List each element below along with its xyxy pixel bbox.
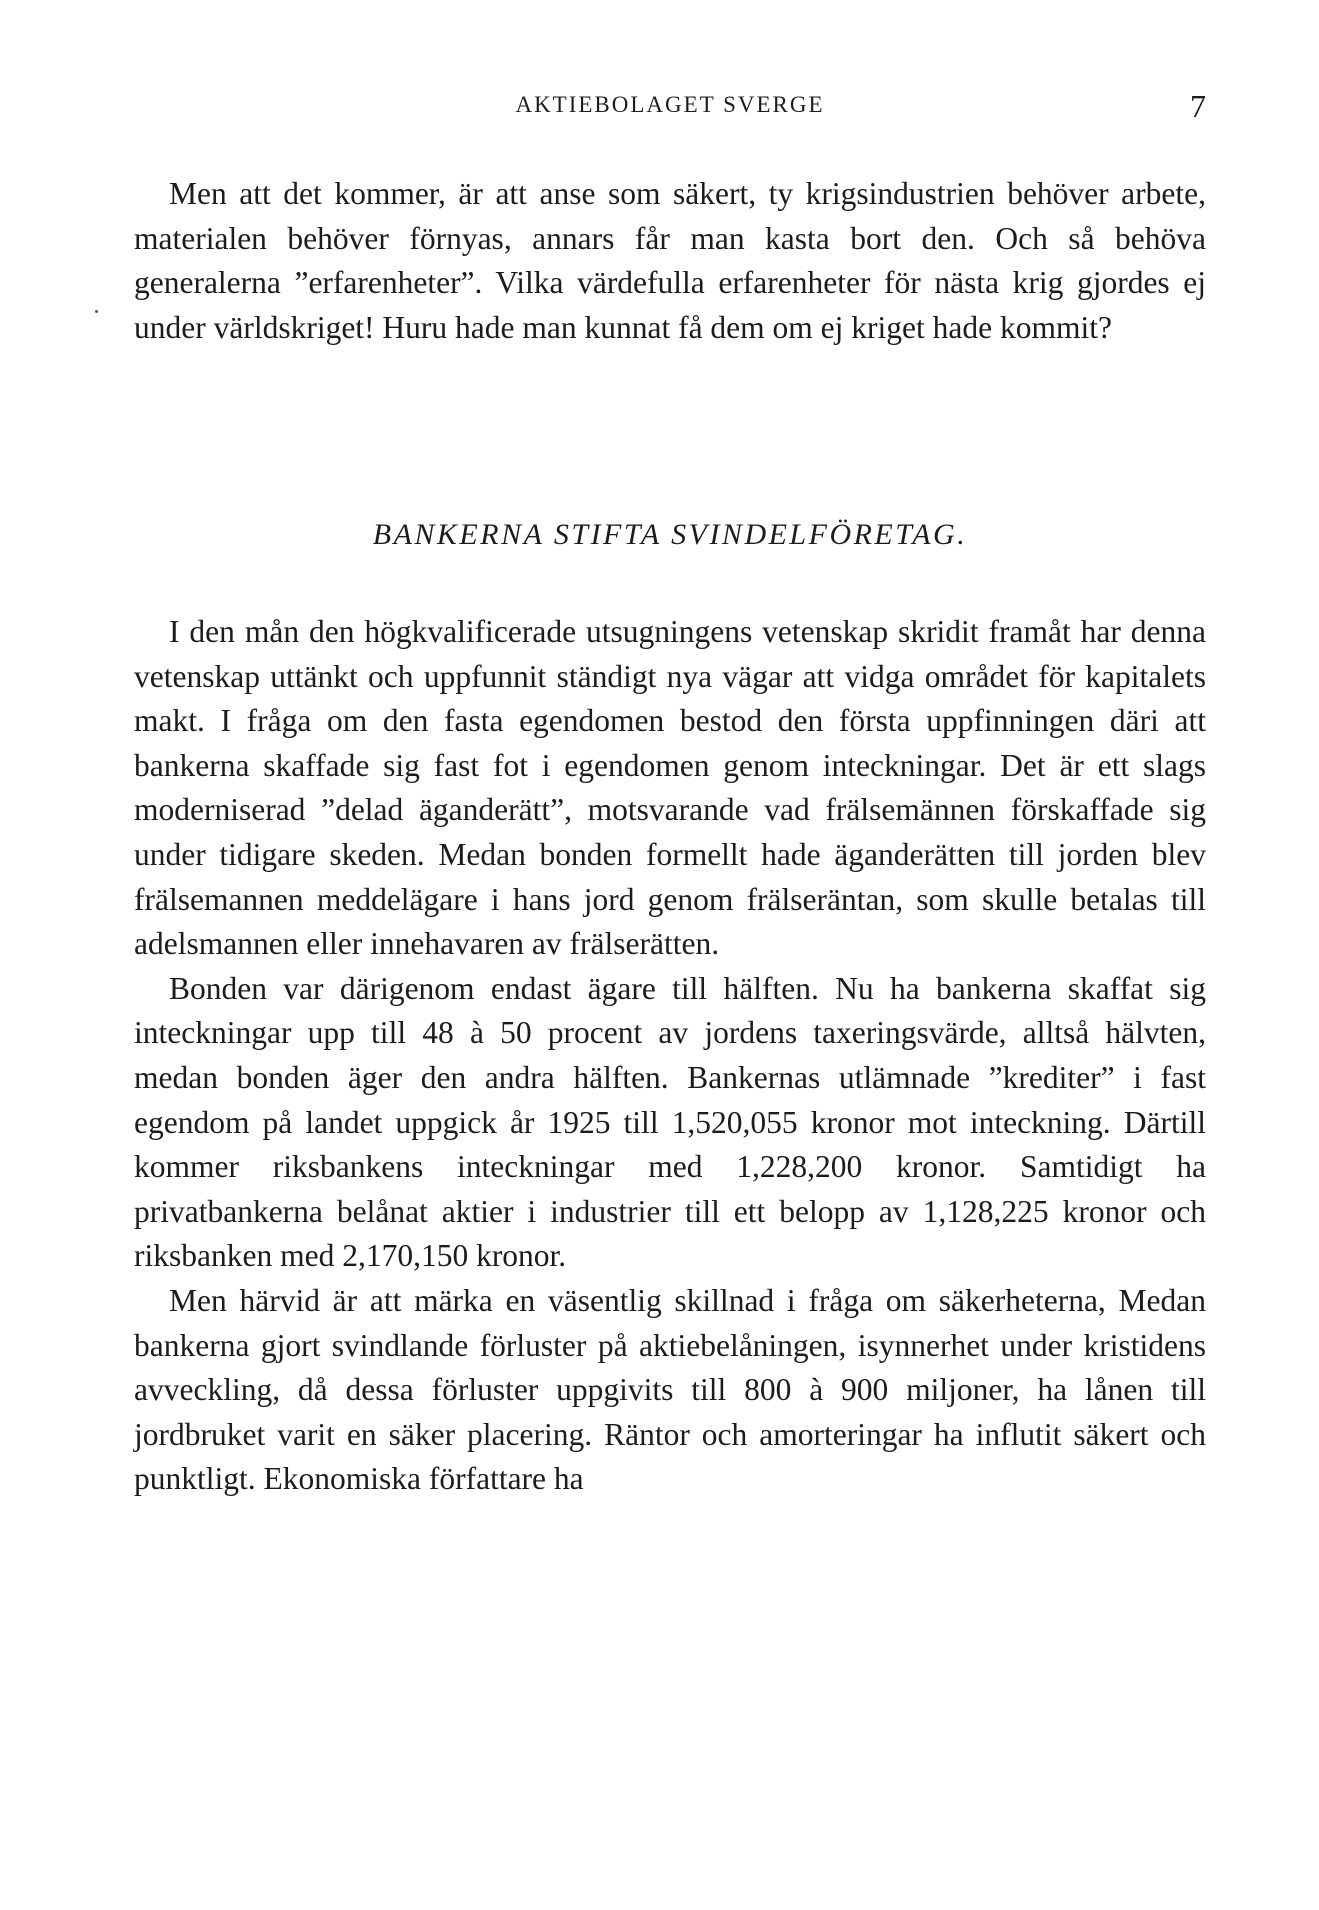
section-heading: BANKERNA STIFTA SVINDELFÖRETAG.: [372, 518, 968, 551]
paragraph: Bonden var därigenom endast ägare till hälften. Nu ha bankerna skaffat sig inteckningar upp till 48 à 50 procent av jordens taxeringsvärde, alltså hälvten, medan bonden äger den andra hälften. Bankernas utlämnade ”krediter” i fast egendom på landet uppgick år 1925 till 1,520,055 kronor mot inteckning. Därtill kommer riksbankens inteckningar med 1,228,200 kronor. Samtidigt ha privatbankerna belånat aktier i industrier till ett belopp av 1,128,225 kronor och riksbanken med 2,170,150 kronor.: [134, 970, 1206, 1274]
paragraph: Men att det kommer, är att anse som säkert, ty krigsindustrien behöver arbete, materialen behöver förnyas, annars får man kasta bort den. Och så behöva generalerna ”erfarenheter”. Vilka värdefulla erfarenheter för nästa krig gjordes ej under världskriget! Huru hade man kunnat få dem om ej kriget hade kommit?: [134, 176, 1206, 345]
section-text-block: [134, 610, 1206, 1502]
running-title: AKTIEBOLAGET SVERGE: [515, 92, 825, 117]
paragraph: Men härvid är att märka en väsentlig skillnad i fråga om säkerheterna, Medan bankerna gjort svindlande förluster på aktiebelåningen, isynnerhet under kristidens avveckling, då dessa förluster uppgivits till 800 à 900 miljoner, ha lånen till jordbruket varit en säker placering. Räntor och amorteringar ha influtit säkert och punktligt. Ekonomiska författare ha: [134, 1282, 1206, 1497]
page-number: 7: [1190, 88, 1206, 124]
paragraph: I den mån den högkvalificerade utsugningens vetenskap skridit framåt har denna vetenskap uttänkt och uppfunnit ständigt nya vägar att vidga området för kapitalets makt. I fråga om den fasta egendomen bestod den första uppfinningen däri att bankerna skaffade sig fast fot i egendomen genom inteckningar. Det är ett slags moderniserad ”delad äganderätt”, motsvarande vad frälsemännen förskaffade sig under tidigare skeden. Medan bonden formellt hade äganderätten till jorden blev frälsemannen meddelägare i hans jord genom frälseräntan, som skulle betalas till adelsmannen eller innehavaren av frälserätten.: [134, 614, 1206, 962]
running-head: [134, 88, 1206, 128]
print-speck: [95, 310, 98, 313]
intro-text-block: [134, 172, 1206, 350]
